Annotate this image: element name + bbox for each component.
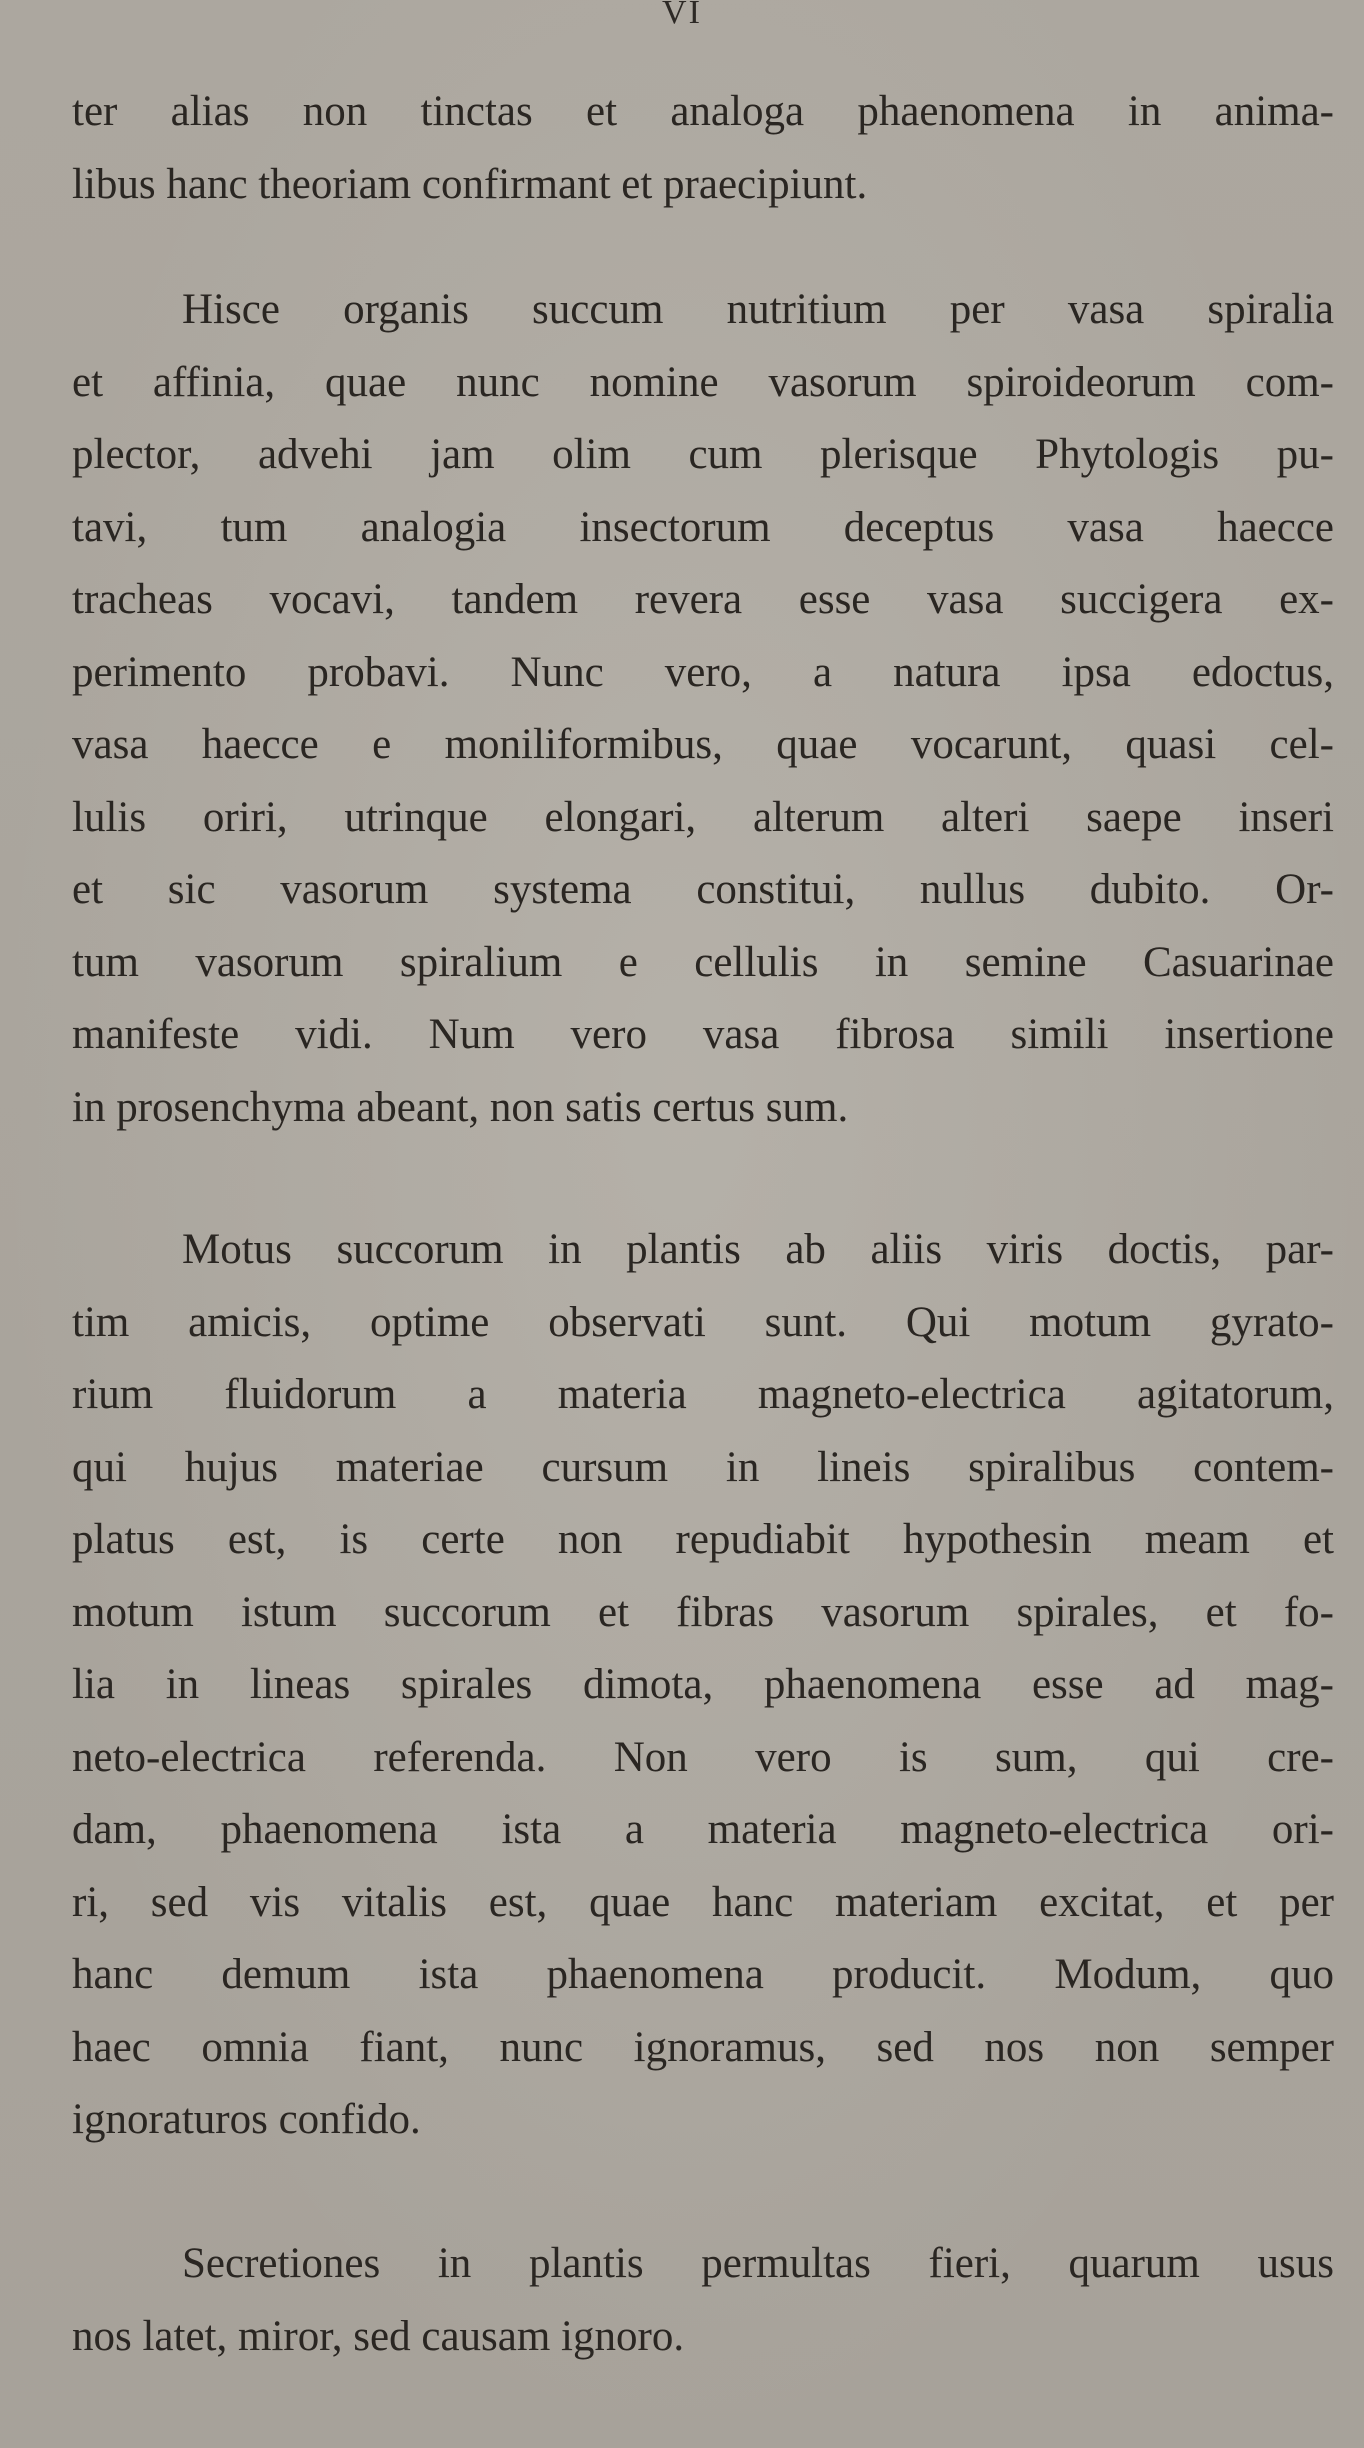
text-line: haec omnia fiant, nunc ignoramus, sed nos non semper xyxy=(72,2023,1334,2071)
text-line: ri, sed vis vitalis est, quae hanc materiam excitat, et per xyxy=(72,1878,1334,1926)
paragraph-4 xyxy=(72,2228,1334,2373)
text-line: vasa haecce e moniliformibus, quae vocarunt, quasi cel- xyxy=(72,721,1334,768)
text-line: plector, advehi jam olim cum plerisque Phytologis pu- xyxy=(72,431,1334,478)
paragraph-1 xyxy=(72,76,1334,221)
text-line: ter alias non tinctas et analoga phaenomena in anima- xyxy=(72,88,1334,135)
text-line: neto-electrica referenda. Non vero is sum, qui cre- xyxy=(72,1733,1334,1781)
text-line: motum istum succorum et fibras vasorum spirales, et fo- xyxy=(72,1588,1334,1636)
text-line: tim amicis, optime observati sunt. Qui motum gyrato- xyxy=(72,1298,1334,1346)
paragraph-2 xyxy=(72,274,1334,1144)
text-line: tavi, tum analogia insectorum deceptus vasa haecce xyxy=(72,503,1334,551)
text-line: Motus succorum in plantis ab aliis viris doctis, par- xyxy=(182,1226,1334,1273)
text-line: lulis oriri, utrinque elongari, alterum alteri saepe inseri xyxy=(72,793,1334,841)
paragraph-3 xyxy=(72,1214,1334,2157)
text-line: in prosenchyma abeant, non satis certus sum. xyxy=(72,1083,849,1131)
text-line: qui hujus materiae cursum in lineis spiralibus contem- xyxy=(72,1443,1334,1491)
text-line: platus est, is certe non repudiabit hypothesin meam et xyxy=(72,1516,1334,1563)
text-line: rium fluidorum a materia magneto-electrica agitatorum, xyxy=(72,1371,1334,1418)
text-line: Hisce organis succum nutritium per vasa spiralia xyxy=(182,286,1334,333)
text-line: hanc demum ista phaenomena producit. Modum, quo xyxy=(72,1951,1334,1998)
text-line: Secretiones in plantis permultas fieri, quarum usus xyxy=(182,2240,1334,2287)
text-line: lia in lineas spirales dimota, phaenomena esse ad mag- xyxy=(72,1661,1334,1708)
text-line: manifeste vidi. Num vero vasa fibrosa simili insertione xyxy=(72,1011,1334,1058)
text-line: perimento probavi. Nunc vero, a natura ipsa edoctus, xyxy=(72,648,1334,696)
text-line: libus hanc theoriam confirmant et praecipiunt. xyxy=(72,160,868,208)
text-line: tracheas vocavi, tandem revera esse vasa succigera ex- xyxy=(72,576,1334,623)
text-line: dam, phaenomena ista a materia magneto-electrica ori- xyxy=(72,1806,1334,1853)
text-line: et affinia, quae nunc nomine vasorum spiroideorum com- xyxy=(72,358,1334,406)
text-line: nos latet, miror, sed causam ignoro. xyxy=(72,2312,685,2360)
text-line: et sic vasorum systema constitui, nullus dubito. Or- xyxy=(72,866,1334,913)
text-line: ignoraturos confido. xyxy=(72,2096,421,2143)
page-number: VI xyxy=(662,0,702,31)
text-line: tum vasorum spiralium e cellulis in semine Casuarinae xyxy=(72,938,1334,986)
